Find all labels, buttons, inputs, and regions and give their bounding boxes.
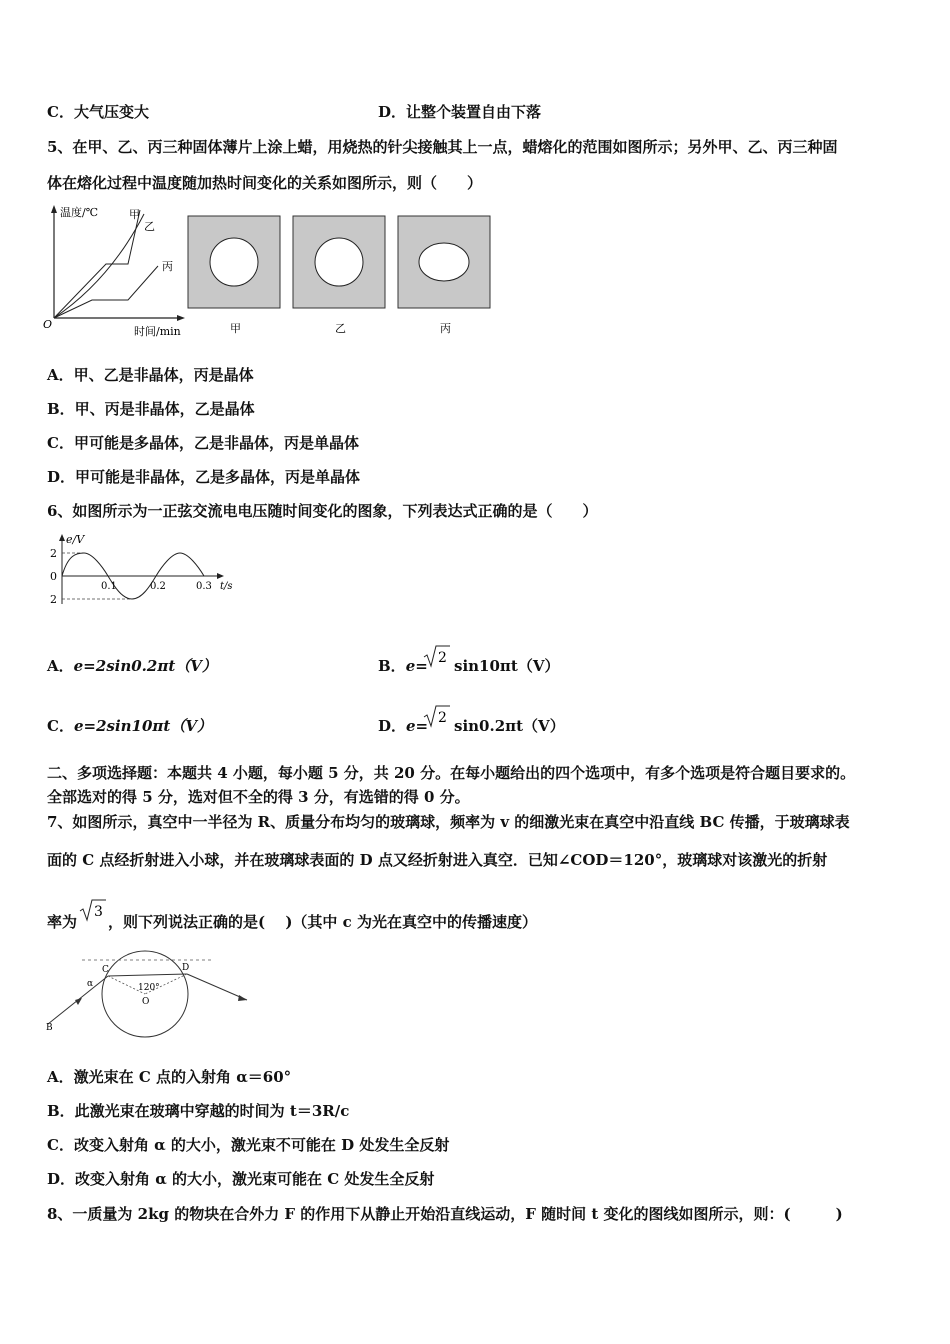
q7-label-d: D xyxy=(182,963,190,973)
q5-temperature-graph xyxy=(43,205,185,338)
q6-option-a xyxy=(47,656,217,676)
q6-option-d-sqrt-value: 2 xyxy=(438,710,447,726)
q7-refracted-ray xyxy=(108,974,187,976)
q7-exit-ray xyxy=(187,974,247,1000)
section2-line1: 二、多项选择题：本题共 4 小题，每小题 5 分，共 20 分。在每小题给出的四个选项中，有多个选项是符合题目要求的。 xyxy=(47,764,856,782)
q6-option-d xyxy=(378,716,428,736)
q6-option-c-expr: e=2sin10πt（V） xyxy=(73,717,212,735)
q6-option-b-expr-pre: e= xyxy=(405,657,428,675)
q7-label-alpha: α xyxy=(87,979,94,989)
q7-exit-arrow xyxy=(238,995,247,1001)
q7-sqrt-value: 3 xyxy=(94,904,103,920)
q5-label-bing: 丙 xyxy=(162,260,173,273)
q6-stem: 6、如图所示为一正弦交流电电压随时间变化的图象，下列表达式正确的是（ ） xyxy=(47,502,598,520)
q6-option-d-sqrt-sign xyxy=(422,704,452,730)
q7-sqrt-sign xyxy=(78,898,108,924)
q5-figure xyxy=(40,200,510,340)
q5-option-a: A．甲、乙是非晶体，丙是晶体 xyxy=(47,366,254,384)
q7-stem-line2: 面的 C 点经折射进入小球，并在玻璃球表面的 D 点又经折射进入真空．已知∠COD＝120°，玻璃球对该激光的折射 xyxy=(47,851,828,869)
q4-option-c: C．大气压变大 xyxy=(47,103,149,121)
q5-ylabel: 温度/℃ xyxy=(60,206,99,219)
q6-xtick-01: 0.1 xyxy=(101,581,117,592)
q5-curve-bing xyxy=(54,266,158,318)
q7-option-d: D．改变入射角 α 的大小，激光束可能在 C 处发生全反射 xyxy=(47,1170,435,1188)
q6-xlabel: t/s xyxy=(220,581,233,592)
plate-label-jia: 甲 xyxy=(230,322,241,335)
q6-option-a-prefix: A． xyxy=(47,657,74,675)
q7-label-angle: 120° xyxy=(138,983,160,993)
q7-option-b: B．此激光束在玻璃中穿越的时间为 t＝3R/c xyxy=(47,1102,350,1120)
q6-option-b-expr-post: sin10πt（V） xyxy=(454,657,560,675)
plate-bing-melt-ellipse xyxy=(419,243,469,281)
q5-y-arrow xyxy=(51,205,57,213)
q5-label-yi: 乙 xyxy=(144,220,155,233)
q6-ytick-zero: 0 xyxy=(50,570,57,583)
q5-option-d: D．甲可能是非晶体，乙是多晶体，丙是单晶体 xyxy=(47,468,361,486)
plate-yi-melt-circle xyxy=(315,238,363,286)
q5-option-b: B．甲、丙是非晶体，乙是晶体 xyxy=(47,400,255,418)
q4-option-d: D．让整个装置自由下落 xyxy=(378,103,542,121)
q5-stem-line1: 5、在甲、乙、丙三种固体薄片上涂上蜡，用烧热的针尖接触其上一点，蜡熔化的范围如图所示；另外甲、乙、丙三种固 xyxy=(47,138,838,156)
plate-label-bing: 丙 xyxy=(440,322,451,335)
q5-option-c: C．甲可能是多晶体，乙是非晶体，丙是单晶体 xyxy=(47,434,359,452)
q7-stem-line3-pre: 率为 xyxy=(47,913,78,931)
plate-jia-melt-circle xyxy=(210,238,258,286)
q7-label-c: C xyxy=(102,965,109,975)
q7-label-o: O xyxy=(142,997,150,1007)
q6-option-c xyxy=(47,716,212,736)
q7-option-a: A．激光束在 C 点的入射角 α＝60° xyxy=(47,1068,292,1086)
q6-option-b-prefix: B． xyxy=(378,657,406,675)
q6-option-d-expr-post: sin0.2πt（V） xyxy=(454,717,565,735)
q6-option-c-prefix: C． xyxy=(47,717,74,735)
q6-ac-graph xyxy=(44,532,244,610)
q6-option-d-expr-pre: e= xyxy=(406,717,429,735)
plate-label-yi: 乙 xyxy=(335,322,346,335)
q6-y-arrow xyxy=(59,534,65,541)
q7-glass-sphere-figure xyxy=(42,948,252,1043)
section2-line2: 全部选对的得 5 分，选对但不全的得 3 分，有选错的得 0 分。 xyxy=(47,788,470,806)
q6-ylabel: e/V xyxy=(66,533,85,546)
q6-x-arrow xyxy=(217,573,224,579)
q6-option-b-sqrt-sign xyxy=(422,644,452,670)
q6-option-a-expr: e=2sin0.2πt（V） xyxy=(73,657,217,675)
q6-option-b-sqrt-value: 2 xyxy=(438,650,447,666)
q7-stem-line1: 7、如图所示，真空中一半径为 R、质量分布均匀的玻璃球，频率为 v 的细激光束在真空中沿直线 BC 传播，于玻璃球表 xyxy=(47,813,850,831)
q6-option-d-prefix: D． xyxy=(378,717,407,735)
q5-curve-jia xyxy=(54,210,140,318)
q5-stem-line2: 体在熔化过程中温度随加热时间变化的关系如图所示，则（ ） xyxy=(47,174,483,192)
q7-incident-arrow xyxy=(75,998,82,1005)
q7-option-c: C．改变入射角 α 的大小，激光束不可能在 D 处发生全反射 xyxy=(47,1136,450,1154)
q6-xtick-02: 0.2 xyxy=(150,581,166,592)
q6-ytick-top: 2 xyxy=(50,547,57,560)
q7-label-b: B xyxy=(46,1023,53,1033)
q5-xlabel: 时间/min xyxy=(134,325,181,338)
q6-ytick-bottom: 2 xyxy=(50,593,57,606)
q7-stem-line3-post: ，则下列说法正确的是( )（其中 c 为光在真空中的传播速度） xyxy=(108,913,537,931)
q5-curve-yi xyxy=(54,214,144,318)
q8-stem: 8、一质量为 2kg 的物块在合外力 F 的作用下从静止开始沿直线运动，F 随时间 t 变化的图线如图所示，则：( ) xyxy=(47,1205,843,1223)
q5-label-jia: 甲 xyxy=(129,208,140,221)
q5-x-arrow xyxy=(177,315,185,321)
q5-origin: O xyxy=(43,318,53,331)
q6-xtick-03: 0.3 xyxy=(196,581,212,592)
q6-option-b xyxy=(378,656,428,676)
